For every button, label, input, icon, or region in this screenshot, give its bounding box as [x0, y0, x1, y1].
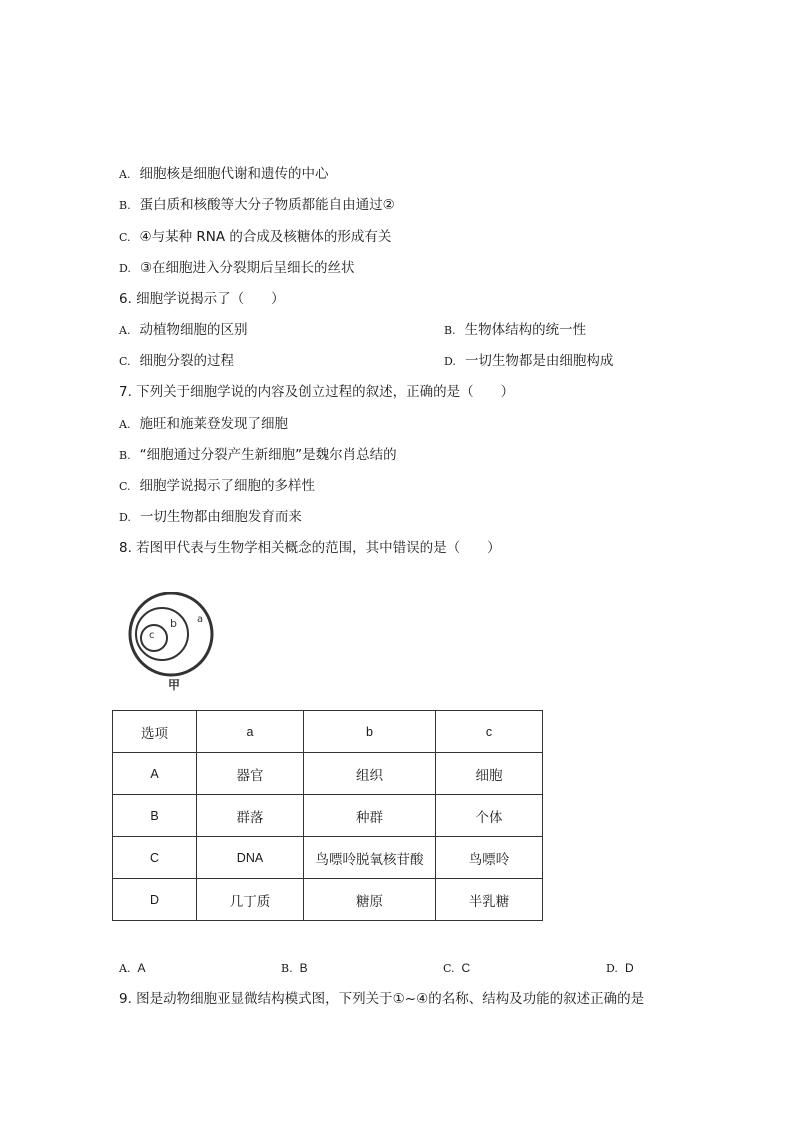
table-cell: 鸟嘌呤: [436, 837, 543, 879]
q9-stem: 9. 图是动物细胞亚显微结构模式图，下列关于①~④的名称、结构及功能的叙述正确的是: [119, 991, 645, 1007]
q7-option-d: [119, 508, 302, 527]
q8-answer-c: [443, 961, 470, 975]
option-text: 一切生物都由细胞发育而来: [139, 509, 302, 525]
answer-value: C: [461, 961, 471, 975]
option-letter: D.: [119, 511, 131, 524]
header-text: b: [366, 724, 373, 739]
option-letter: D.: [119, 262, 131, 275]
table-cell: 半乳糖: [436, 879, 543, 921]
table-cell: [113, 795, 197, 837]
q6-stem: 6. 细胞学说揭示了（ ）: [119, 291, 285, 307]
table-cell: [113, 837, 197, 879]
answer-value: D: [624, 961, 634, 975]
cell-text: C: [149, 850, 160, 865]
option-letter: A.: [119, 418, 131, 431]
label-a: a: [197, 614, 204, 625]
table-row: [113, 879, 543, 921]
option-text: 一切生物都是由细胞构成: [464, 353, 614, 369]
table-cell: [113, 753, 197, 795]
q6-option-b: [444, 321, 586, 340]
concept-circles-diagram: [124, 592, 220, 692]
q5-option-c: [119, 228, 391, 247]
q8-stem: 8. 若图甲代表与生物学相关概念的范围，其中错误的是（ ）: [119, 540, 501, 556]
circle-b: [136, 608, 188, 660]
cell-text: D: [149, 892, 160, 907]
option-letter: B.: [119, 449, 131, 462]
q5-option-d: [119, 259, 355, 278]
option-text: 细胞分裂的过程: [139, 353, 235, 369]
table-row: [113, 753, 543, 795]
option-letter: D.: [444, 355, 456, 368]
option-text: 动植物细胞的区别: [139, 322, 248, 338]
q7-option-c: [119, 477, 315, 496]
q7-stem: 7. 下列关于细胞学说的内容及创立过程的叙述，正确的是（ ）: [119, 384, 515, 400]
options-table: [112, 710, 543, 921]
q8-answer-a: [119, 961, 145, 975]
q8-answer-d: [606, 961, 634, 975]
header-text: c: [485, 724, 493, 739]
option-letter: A.: [119, 324, 131, 337]
table-cell: 几丁质: [197, 879, 304, 921]
answer-letter: A.: [119, 962, 131, 975]
option-text: 生物体结构的统一性: [464, 322, 587, 338]
diagram-caption: 甲: [168, 678, 181, 692]
table-cell: 鸟嘌呤脱氧核苷酸: [304, 837, 436, 879]
table-header-cell: [197, 711, 304, 753]
header-text: a: [246, 724, 254, 739]
option-text: 施旺和施莱登发现了细胞: [139, 416, 288, 432]
table-cell: 群落: [197, 795, 304, 837]
q7-option-b: [119, 446, 397, 465]
q6-option-a: [119, 321, 247, 340]
table-cell: 个体: [436, 795, 543, 837]
cell-text: DNA: [236, 850, 264, 865]
table-cell: 细胞: [436, 753, 543, 795]
option-letter: C.: [119, 480, 131, 493]
option-text: 细胞学说揭示了细胞的多样性: [139, 478, 316, 494]
answer-value: A: [137, 961, 146, 975]
q5-option-a: [119, 165, 328, 184]
option-letter: C.: [119, 231, 131, 244]
table-row: [113, 837, 543, 879]
q5-option-b: [119, 196, 395, 215]
table-cell: [113, 879, 197, 921]
table-header-cell: 选项: [113, 711, 197, 753]
answer-letter: D.: [606, 962, 618, 975]
answer-letter: C.: [443, 962, 455, 975]
table-header-cell: [304, 711, 436, 753]
option-letter: B.: [444, 324, 456, 337]
table-header-cell: [436, 711, 543, 753]
table-cell: 种群: [304, 795, 436, 837]
option-text: 细胞核是细胞代谢和遗传的中心: [139, 166, 329, 182]
answer-letter: B.: [281, 962, 293, 975]
cell-text: A: [150, 766, 159, 781]
table-cell: 糖原: [304, 879, 436, 921]
table-cell: 器官: [197, 753, 304, 795]
label-c: c: [149, 630, 155, 641]
option-text: 蛋白质和核酸等大分子物质都能自由通过②: [139, 197, 395, 213]
q6-option-c: [119, 352, 234, 371]
label-b: b: [170, 617, 177, 630]
table-cell: [197, 837, 304, 879]
option-letter: A.: [119, 168, 131, 181]
option-text: ③在细胞进入分裂期后呈细长的丝状: [139, 260, 355, 276]
cell-text: B: [150, 808, 159, 823]
table-cell: 组织: [304, 753, 436, 795]
table-row: [113, 795, 543, 837]
option-text: “细胞通过分裂产生新细胞”是魏尔肖总结的: [139, 447, 397, 463]
option-letter: C.: [119, 355, 131, 368]
q6-option-d: [444, 352, 613, 371]
answer-value: B: [299, 961, 308, 975]
option-text: ④与某种 RNA 的合成及核糖体的形成有关: [139, 229, 392, 245]
option-letter: B.: [119, 199, 131, 212]
table-header-row: [113, 711, 543, 753]
q8-answer-b: [281, 961, 308, 975]
q7-option-a: [119, 415, 288, 434]
